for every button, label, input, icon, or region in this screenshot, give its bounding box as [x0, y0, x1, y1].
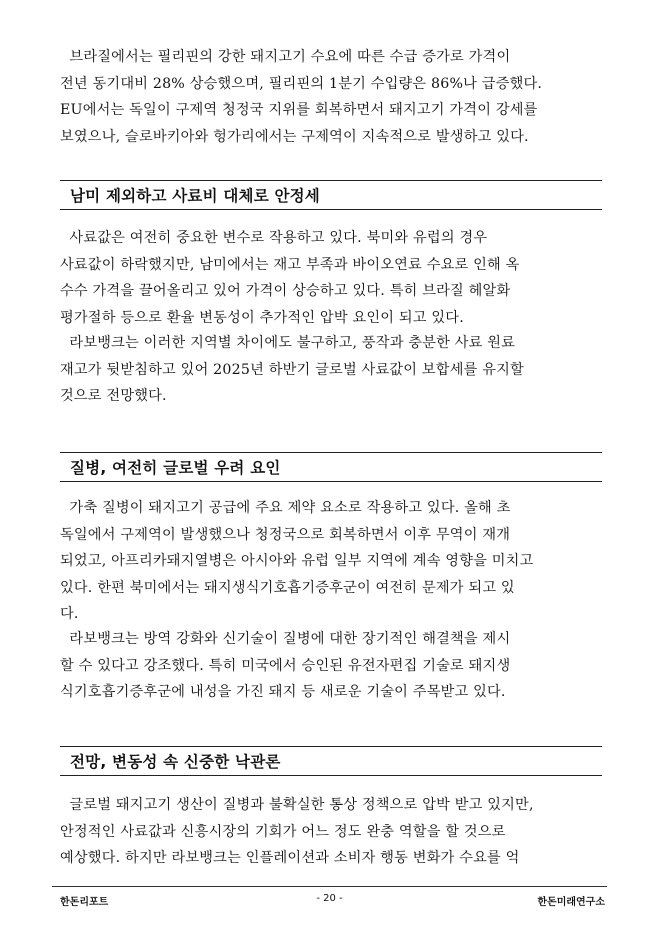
text-line: 가축 질병이 돼지고기 공급에 주요 제약 요소로 작용하고 있다. 올해 초	[60, 500, 511, 516]
text-line: 독일에서 구제역이 발생했으나 청정국으로 회복하면서 이후 무역이 재개	[60, 526, 511, 543]
text-line: 사료값이 하락했지만, 남미에서는 재고 부족과 바이오연료 수요로 인해 옥	[60, 256, 520, 273]
section-heading: 남미 제외하고 사료비 대체로 안정세	[70, 187, 320, 205]
divider	[60, 209, 602, 210]
paragraph	[60, 225, 605, 331]
footer-organization: 한돈미래연구소	[537, 897, 605, 908]
text-line: 안정적인 사료값과 신흥시장의 기회가 어느 정도 완충 역할을 할 것으로	[60, 823, 506, 840]
divider	[60, 481, 602, 482]
text-line: 할 수 있다고 강조했다. 특히 미국에서 승인된 유전자편집 기술로 돼지생	[60, 657, 511, 674]
text-line: 수수 가격을 끌어올리고 있어 가격이 상승하고 있다. 특히 브라질 헤알화	[60, 283, 511, 299]
text-line: 평가절하 등으로 환율 변동성이 추가적인 압박 요인이 되고 있다.	[60, 309, 464, 326]
text-line: 것으로 전망했다.	[60, 388, 167, 404]
text-line: 사료값은 여전히 중요한 변수로 작용하고 있다. 북미와 유럽의 경우	[60, 230, 488, 246]
text-line: EU에서는 독일이 구제역 청정국 지위를 회복하면서 돼지고기 가격이 강세를	[60, 102, 538, 118]
paragraph	[60, 330, 605, 410]
text-line: 보였으나, 슬로바키아와 헝가리에서는 구제역이 지속적으로 발생하고 있다.	[60, 128, 529, 145]
text-line: 라보뱅크는 방역 강화와 신기술이 질병에 대한 장기적인 해결책을 제시	[60, 631, 511, 647]
text-line: 브라질에서는 필리핀의 강한 돼지고기 수요에 따른 수급 증가로 가격이	[60, 49, 511, 65]
page-footer	[52, 890, 607, 910]
section-header-feed-cost	[60, 180, 602, 210]
text-line: 라보뱅크는 이러한 지역별 차이에도 불구하고, 풍작과 충분한 사료 원료	[60, 335, 516, 351]
section-heading: 전망, 변동성 속 신중한 낙관론	[70, 753, 281, 771]
divider	[60, 452, 602, 453]
paragraph	[60, 792, 605, 872]
section-heading: 질병, 여전히 글로벌 우려 요인	[70, 459, 281, 477]
text-line: 전년 동기대비 28% 상승했으며, 필리핀의 1분기 수입량은 86%나 급증했다.	[60, 75, 543, 92]
paragraph	[60, 495, 605, 628]
text-line: 되었고, 아프리카돼지열병은 아시아와 유럽 일부 지역에 계속 영향을 미치고	[60, 553, 534, 569]
text-line: 다.	[60, 606, 79, 622]
section-header-disease	[60, 452, 602, 482]
divider	[60, 746, 602, 747]
text-line: 재고가 뒷받침하고 있어 2025년 하반기 글로벌 사료값이 보합세를 유지할	[60, 361, 524, 378]
divider	[60, 775, 602, 776]
paragraph	[60, 626, 605, 706]
divider	[60, 180, 602, 181]
footer-publication-name: 한돈리포트	[60, 897, 109, 908]
divider	[52, 886, 607, 887]
text-line: 예상했다. 하지만 라보뱅크는 인플레이션과 소비자 행동 변화가 수요를 억	[60, 850, 520, 866]
text-line: 글로벌 돼지고기 생산이 질병과 불확실한 통상 정책으로 압박 받고 있지만,	[60, 797, 534, 813]
text-line: 있다. 한편 북미에서는 돼지생식기호흡기증후군이 여전히 문제가 되고 있	[60, 579, 515, 596]
section-header-outlook	[60, 746, 602, 776]
page-number: - 20 -	[316, 893, 343, 904]
intro-paragraph	[60, 44, 605, 150]
text-line: 식기호흡기증후군에 내성을 가진 돼지 등 새로운 기술이 주목받고 있다.	[60, 684, 506, 700]
